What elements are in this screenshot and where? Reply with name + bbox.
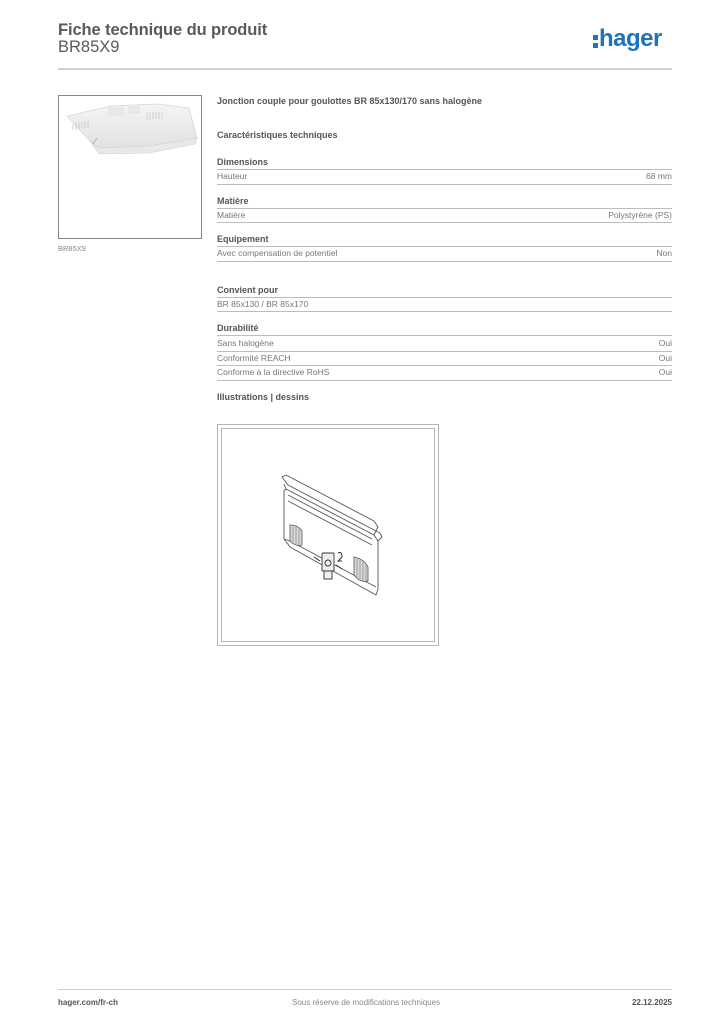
technical-characteristics-title: Caractéristiques techniques (217, 130, 338, 140)
footer-website-link[interactable]: hager.com/fr-ch (58, 998, 119, 1007)
spec-row (217, 352, 672, 367)
spec-label: Conforme à la directive RoHS (217, 367, 330, 377)
spec-value: Non (656, 248, 672, 258)
spec-row (217, 298, 672, 313)
spec-row (217, 337, 672, 352)
spacer (217, 273, 672, 285)
spec-value: 68 mm (646, 171, 672, 181)
spec-row (217, 247, 672, 262)
group-durability (217, 323, 672, 381)
illustration-drawing (221, 428, 435, 642)
product-photo-icon (59, 96, 201, 238)
footer-divider (58, 989, 672, 990)
group-material (217, 196, 672, 224)
spec-label: Avec compensation de potentiel (217, 248, 338, 258)
document-title: Fiche technique du produit (58, 21, 268, 39)
footer-notice: Sous réserve de modifications techniques (292, 998, 441, 1007)
header-divider (58, 68, 672, 70)
group-title: Equipement (217, 234, 672, 247)
footer-date: 22.12.2025 (631, 998, 672, 1007)
spec-row (217, 366, 672, 381)
spec-label: Conformité REACH (217, 352, 291, 363)
spec-label: BR 85x130 / BR 85x170 (217, 298, 309, 309)
group-title: Convient pour (217, 285, 672, 298)
group-title: Matière (217, 196, 672, 209)
logo-colon-icon (593, 27, 598, 51)
group-title: Dimensions (217, 157, 672, 170)
spec-value: Oui (658, 338, 672, 348)
spec-row (217, 209, 672, 224)
illustration-frame (217, 424, 439, 646)
spec-value: Polystyrène (PS) (608, 209, 672, 220)
group-dimensions (217, 157, 672, 185)
spec-label: Matière (217, 209, 246, 220)
spec-label: Hauteur (217, 171, 248, 181)
spec-value: Oui (658, 352, 672, 363)
group-equipment (217, 234, 672, 262)
group-compatible-with (217, 285, 672, 313)
product-thumbnail (58, 95, 202, 239)
spec-label: Sans halogène (217, 338, 274, 348)
spec-row (217, 170, 672, 185)
product-description: Jonction couple pour goulottes BR 85x130/170 sans halogène (217, 96, 483, 106)
product-drawing-icon (222, 429, 434, 641)
group-title: Durabilité (217, 323, 672, 336)
spec-value: Oui (658, 367, 672, 377)
hager-logo: hager (593, 27, 662, 51)
product-code: BR85X9 (58, 38, 120, 56)
product-details (217, 96, 672, 402)
thumbnail-caption: BR85X9 (58, 244, 86, 253)
illustrations-title: Illustrations | dessins (217, 391, 310, 402)
